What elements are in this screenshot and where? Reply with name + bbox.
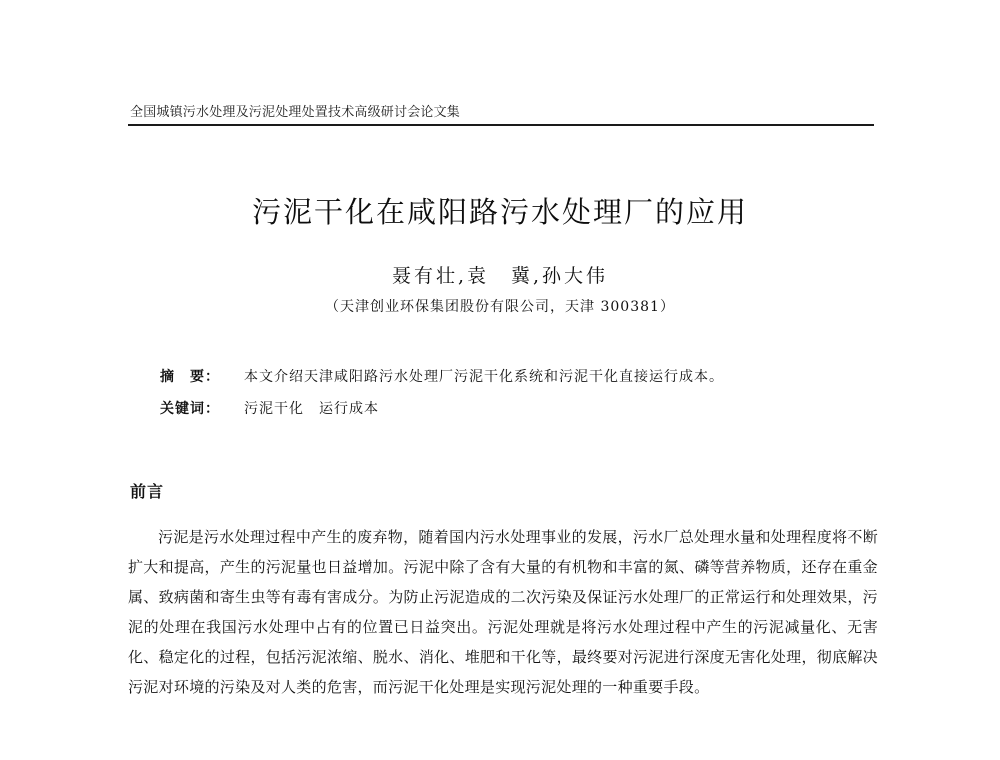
header-rule (128, 124, 874, 126)
abstract-label: 摘 要： (160, 369, 220, 385)
abstract-row (160, 366, 724, 386)
running-header: 全国城镇污水处理及污泥处理处置技术高级研讨会论文集 (130, 105, 461, 120)
keywords-row (160, 398, 379, 418)
paper-title: 污泥干化在咸阳路污水处理厂的应用 (251, 195, 748, 229)
preface-paragraph: 污泥是污水处理过程中产生的废弃物，随着国内污水处理事业的发展，污水厂总处理水量和处理程度将不断扩大和提高，产生的污泥量也日益增加。污泥中除了含有大量的有机物和丰富的氮、磷等营养物质，还存在重金属、致病菌和寄生虫等有毒有害成分。为防止污泥造成的二次污染及保证污水处理厂的正常运行和处理效果，污泥的处理在我国污水处理中占有的位置已日益突出。污泥处理就是将污水处理过程中产生的污泥减量化、无害化、稳定化的过程，包括污泥浓缩、脱水、消化、堆肥和干化等，最终要对污泥进行深度无害化处理，彻底解决污泥对环境的污染及对人类的危害，而污泥干化处理是实现污泥处理的一种重要手段。 (128, 528, 878, 696)
abstract-text: 本文介绍天津咸阳路污水处理厂污泥干化系统和污泥干化直接运行成本。 (244, 369, 724, 385)
keywords-text: 污泥干化 运行成本 (244, 401, 379, 417)
paper-authors: 聂有壮,袁 冀,孙大伟 (391, 265, 609, 287)
section-heading-preface: 前言 (130, 482, 165, 501)
paper-affiliation: （天津创业环保集团股份有限公司，天津 300381） (325, 299, 675, 315)
keywords-label: 关键词： (160, 401, 220, 417)
